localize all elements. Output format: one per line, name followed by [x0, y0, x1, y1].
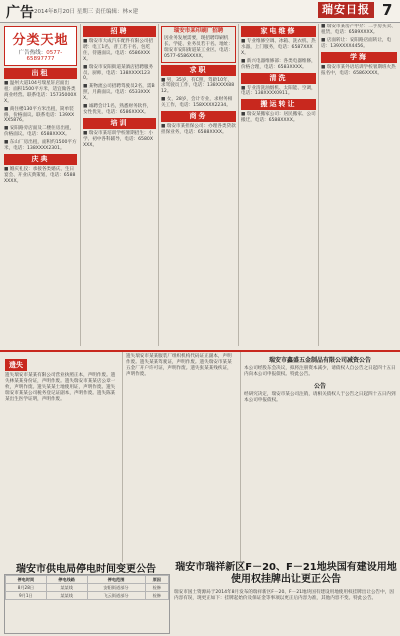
masthead [0, 0, 400, 23]
lost-notices-text: 遗失瑞安市某某有限公司营业执照正本，声明作废。遗失林某某身份证，声明作废。遗失瑞安市某某店公章一枚，声明作废。遗失某某土地使用证，声明作废。遗失瑞安市某某公司税务登记证副本，声明作废。遗失陈某某出生医学证明，声明作废。 [5, 373, 116, 402]
banner-hotline-label: 广告热线： [18, 50, 47, 56]
column-3 [158, 24, 238, 346]
section-heading-business: 商务 [161, 111, 236, 122]
column-4 [238, 24, 318, 346]
outage-schedule-table [4, 574, 170, 634]
classifieds-columns [0, 24, 400, 346]
table-header-cell: 原因 [145, 576, 168, 584]
classified-banner [4, 26, 77, 66]
ad-item: ■ 男，35岁，有C照，驾龄10年，求驾驶员工作，电话：138XXXX8812。 [161, 77, 235, 95]
ad-item: ■ 诚聘会计1名，熟悉财务软件，女性优先，电话：6586XXXX。 [83, 104, 152, 115]
ad-item: ■ 瑞安市某担保公司：办理各类贷款担保业务，电话：6588XXXX。 [161, 124, 236, 135]
page-number: 7 [382, 1, 393, 19]
section-heading-appliance-repair: 家电维修 [241, 26, 316, 37]
table-row [6, 592, 169, 600]
announcement-title: 公告 [313, 383, 326, 390]
issue-meta: 2014年8月20日 星期三 责任编辑：林×建 [34, 9, 139, 15]
boxed-ad-text: 因业务发展需要，现招聘印刷机长、学徒、业务员若干名。地址：瑞安市安阳街道某工业区。电话：0577-6586XXXX。 [164, 35, 233, 59]
section-heading-recruit: 招聘 [83, 26, 156, 37]
ad-item: ■ 某物流公司招聘驾驶员2名，需B照，月薪面议。电话：6533XXXX。 [83, 84, 155, 102]
ad-item: ■ 瑞安市某房产中介：二手房买卖、租赁，电话：6589XXXX。 [321, 24, 396, 35]
ad-item: ■ 瑞安某搬家公司：居民搬家、公司搬迁，电话：6588XXXX。 [241, 112, 316, 124]
table-cell: 某某线 [46, 592, 87, 600]
section-heading-rent: 出租 [4, 68, 77, 79]
section-heading-job-seek: 求职 [161, 65, 236, 76]
banner-title: 分类天地 [12, 33, 69, 48]
column-5 [318, 24, 399, 346]
ad-item: ■ 安阳路旁店面及二楼住房出租，价格面议。电话：6588XXXX。 [4, 126, 75, 138]
ad-item: ■ 瑞安市某培训学校暑期招生：小学、初中各科辅导，电话：6580XXXX。 [83, 130, 154, 148]
table-cell: 某某线 [46, 584, 87, 592]
announcement-text: 经研究决定，瑞安市某公司注销，请相关债权人于公告之日起四十五日内到本公司申报债权。 [244, 392, 396, 403]
ad-item: ■ 新兴电器维修部：各类电器维修，价格合理，电话：6583XXXX。 [241, 58, 316, 70]
table-header-row [6, 576, 169, 584]
section-heading-cleaning: 清洗 [241, 73, 316, 84]
table-header-cell: 停电范围 [87, 576, 145, 584]
boxed-ad [161, 26, 236, 63]
notices-region [0, 350, 400, 636]
section-heading-celebration: 庆典 [4, 154, 77, 165]
ad-item: ■ 女，28岁，会计专业，求财务相关工作，电话：158XXXX2234。 [161, 97, 233, 109]
ad-item: ■ 专业清洗油烟机、太阳能、空调，电话：138XXXX0911。 [241, 85, 316, 97]
table-cell: 检修 [145, 592, 168, 600]
ad-item: ■ 温州大道104号瑞星轩店面出租：面积1500平方米，适宜做各类商业经营。联系电话：15735000XX。 [4, 81, 77, 104]
lost-notices-text-2: 遗失瑞安市某某服装厂组织机构代码证正副本，声明作废。遗失某某驾驶证，声明作废。遗失瑞安市某某五金厂开户许可证，声明作废。遗失张某某残疾证，声明作废。 [126, 354, 232, 377]
ad-item: ■ 专业维修空调、冰箱、洗衣机、热水器，上门服务，电话：6587XXXX。 [241, 39, 316, 56]
lost-notices-column-2 [122, 352, 239, 562]
capital-reduction-text: 本公司经股东会决议，拟将注册资本减少，请债权人自公告之日起四十五日内向本公司申报债权。特此公告。 [244, 366, 396, 377]
section-heading-training: 培训 [83, 118, 156, 129]
section-heading-education: 学海 [321, 52, 397, 63]
column-1 [2, 24, 79, 346]
company-notices-column [240, 352, 399, 562]
ad-item: ■ 婚庆礼仪：承接各类婚庆、生日宴会、开业庆典策划，电话：6588XXXX。 [4, 166, 76, 184]
ad-item: ■ 东山厂房出租，面积约1500平方米，电话：138XXXX2301。 [4, 140, 77, 152]
section-heading-moving: 搬运转让 [241, 99, 316, 110]
boxed-ad-title: 瑞安市某印刷厂招聘 [173, 28, 224, 34]
column-2 [80, 24, 158, 346]
ad-item: ■ 瑞安市安阳街道某酒店招聘服务员、厨师，电话：138XXXX1230。 [83, 64, 154, 82]
banner-phone: 0577-65897777 [26, 50, 63, 62]
ad-item: ■ 店面转让：安阳路店面转让，电话：139XXXX4456。 [321, 37, 392, 49]
ad-item: ■ 商住楼130平方米出租，简单装修，价格面议。联系电话：139XXXX5876。 [4, 106, 75, 124]
table-cell: 8月28日 [6, 584, 47, 592]
ad-item: ■ 瑞安市大成汽车配件有限公司招聘：电工1名，普工若干名，包吃住，待遇面议。电话：6586XXXX。 [83, 39, 154, 62]
land-transfer-notice-title: 瑞安市瑞祥新区F－20、F－21地块国有建设用地使用权挂牌出让更正公告 [175, 562, 397, 585]
table-header-cell: 停电线路 [46, 576, 87, 584]
table-cell: 安阳街道部分 [87, 584, 145, 592]
newspaper-logo: 瑞安日报 [318, 2, 374, 18]
power-outage-notice-title: 瑞安市供电局停电时间变更公告 [16, 564, 156, 575]
table-cell: 检修 [145, 584, 168, 592]
banner-subtitle [5, 48, 76, 62]
table-cell: 飞云街道部分 [87, 592, 145, 600]
ad-item: ■ 瑞安市某外语培训学校暑期班火热报名中，电话：6586XXXX。 [321, 64, 396, 76]
lost-notice-heading: 遗失 [5, 359, 27, 371]
table-row [6, 584, 169, 592]
land-transfer-notice-text: 瑞安市国土资源局于2014年8月发布的瑞祥新区F－20、F－21地块国有建设用地使用权挂牌出让公告中，因内容有误，现更正如下：挂牌起始价及保证金等事项以更正后内容为准，其他内容不变。特此公告。 [174, 590, 394, 601]
section-title: 广告 [6, 5, 34, 21]
capital-reduction-title: 瑞安市鑫盛五金制品有限公司减资公告 [268, 357, 371, 364]
lost-notices-column [2, 352, 120, 562]
table-header-cell: 停电时间 [6, 576, 47, 584]
table-cell: 9月1日 [6, 592, 47, 600]
